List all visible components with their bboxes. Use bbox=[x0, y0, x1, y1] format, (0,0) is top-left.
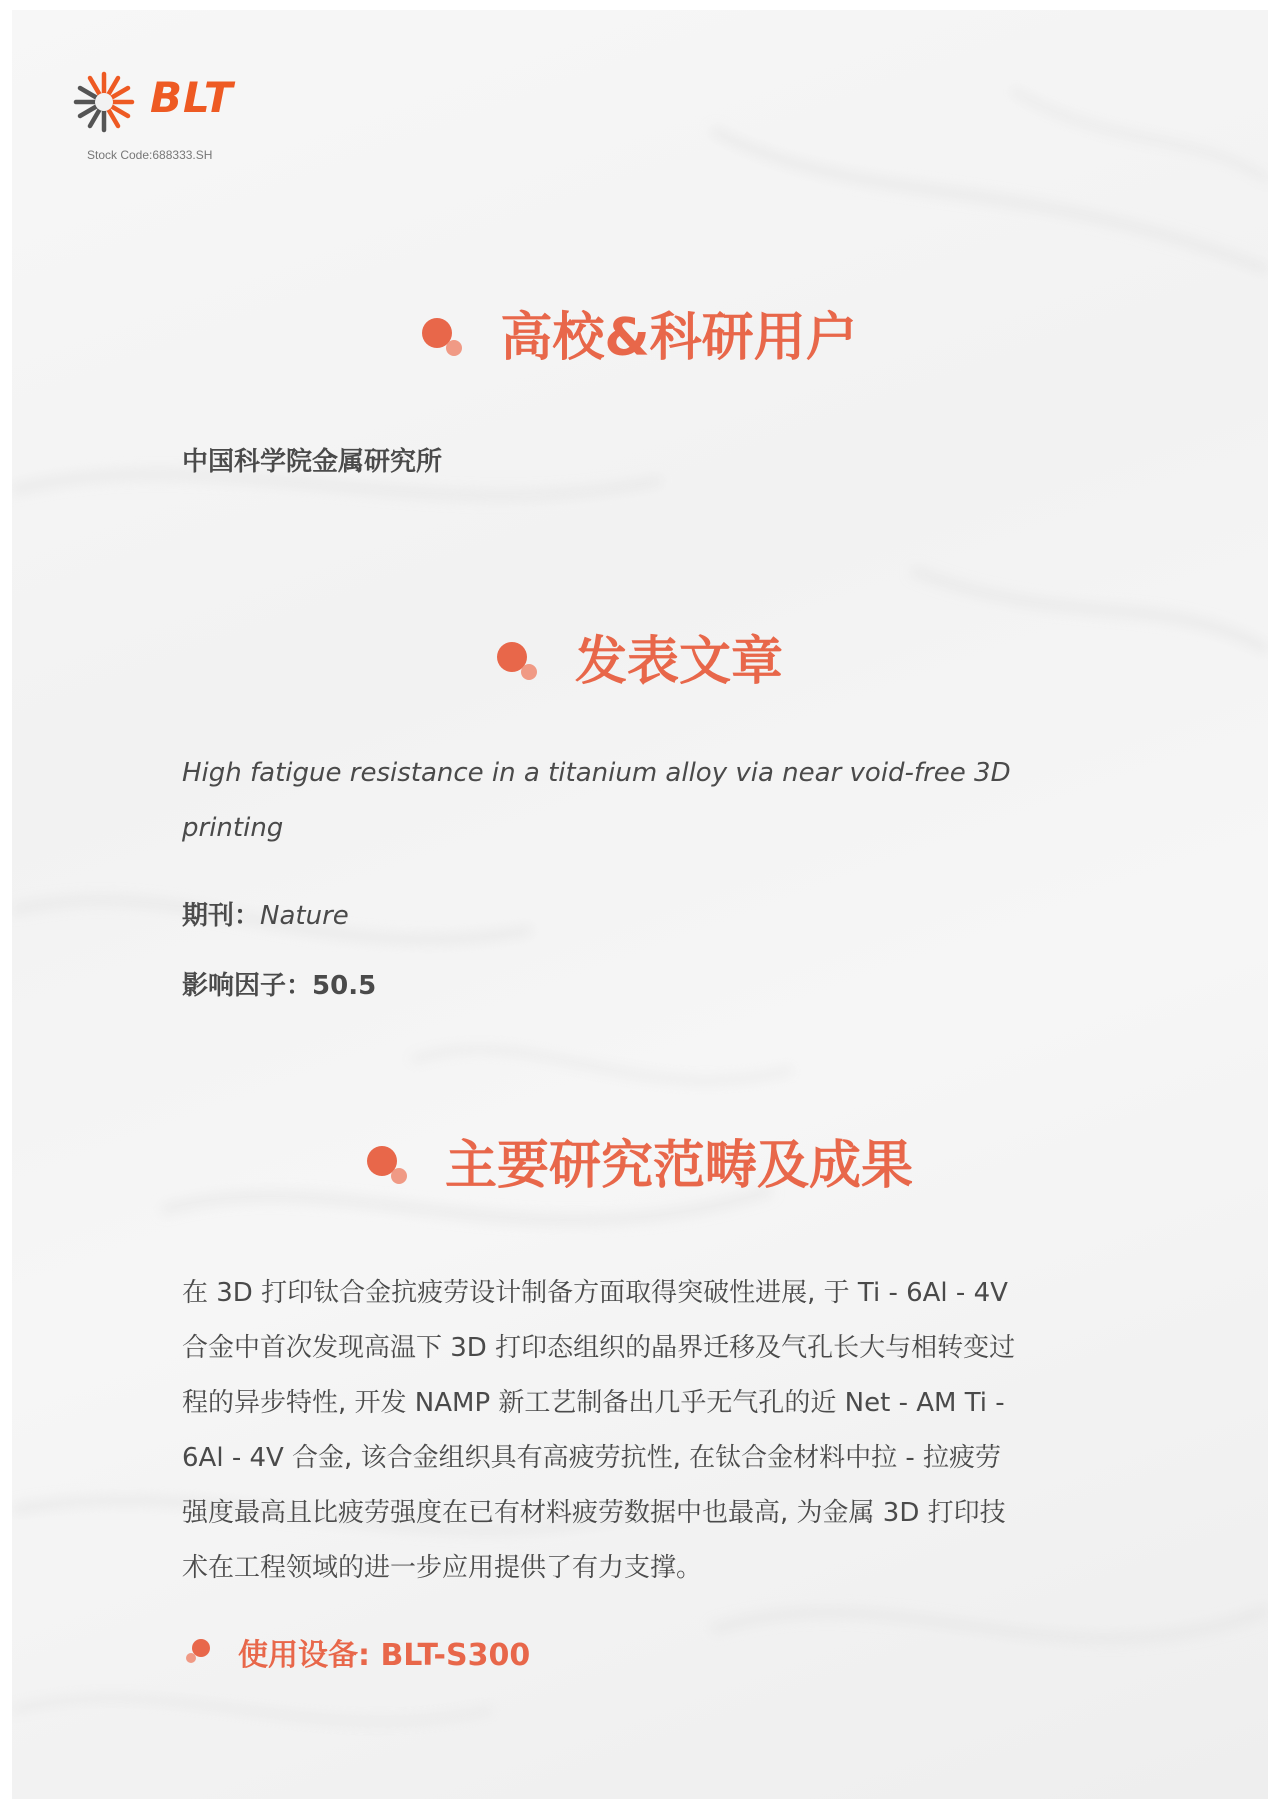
impact-value: 50.5 bbox=[312, 971, 377, 1001]
section-heading: 主要研究范畴及成果 bbox=[444, 1136, 913, 1196]
impact-label: 影响因子： bbox=[182, 971, 313, 1001]
paper-title-line-2: printing bbox=[182, 813, 284, 843]
section-heading: 发表文章 bbox=[574, 632, 783, 692]
paragraph-line: 术在工程领域的进一步应用提供了有力支撑。 bbox=[182, 1553, 703, 1583]
journal-label: 期刊： bbox=[182, 901, 261, 931]
bullet-dots-icon bbox=[367, 1144, 411, 1188]
impact-row bbox=[182, 958, 1122, 1014]
paragraph-line: 合金中首次发现高温下 3D 打印态组织的晶界迁移及气孔长大与相转变过 bbox=[182, 1333, 1016, 1363]
document-page bbox=[12, 10, 1268, 1799]
section-title-users bbox=[12, 306, 1268, 370]
research-paragraph bbox=[182, 1266, 1127, 1596]
brand-logo bbox=[72, 70, 234, 162]
logo-wordmark: BLT bbox=[150, 73, 234, 122]
paragraph-line: 强度最高且比疲劳强度在已有材料疲劳数据中也最高, 为金属 3D 打印技 bbox=[182, 1498, 1006, 1528]
journal-value: Nature bbox=[260, 901, 349, 931]
journal-row bbox=[182, 888, 1122, 944]
section-title-paper bbox=[12, 630, 1268, 694]
bullet-dots-icon bbox=[422, 316, 466, 360]
stock-code: Stock Code:688333.SH bbox=[87, 148, 213, 162]
paragraph-line: 在 3D 打印钛合金抗疲劳设计制备方面取得突破性进展, 于 Ti - 6Al - 4V bbox=[182, 1278, 1008, 1308]
sunburst-logo-icon bbox=[72, 70, 136, 134]
bullet-dots-icon bbox=[184, 1639, 210, 1665]
bullet-dots-icon bbox=[497, 640, 541, 684]
paragraph-line: 程的异步特性, 开发 NAMP 新工艺制备出几乎无气孔的近 Net - AM Ti - bbox=[182, 1388, 1005, 1418]
section-heading: 高校&科研用户 bbox=[500, 308, 858, 368]
section-title-research bbox=[12, 1134, 1268, 1198]
equipment-label: 使用设备: BLT-S300 bbox=[238, 1638, 531, 1673]
equipment-row bbox=[184, 1630, 530, 1674]
paper-title-line-1: High fatigue resistance in a titanium alloy via near void-free 3D bbox=[182, 758, 1011, 788]
institution-name: 中国科学院金属研究所 bbox=[182, 447, 443, 477]
paragraph-line: 6Al - 4V 合金, 该合金组织具有高疲劳抗性, 在钛合金材料中拉 - 拉疲劳 bbox=[182, 1443, 1002, 1473]
